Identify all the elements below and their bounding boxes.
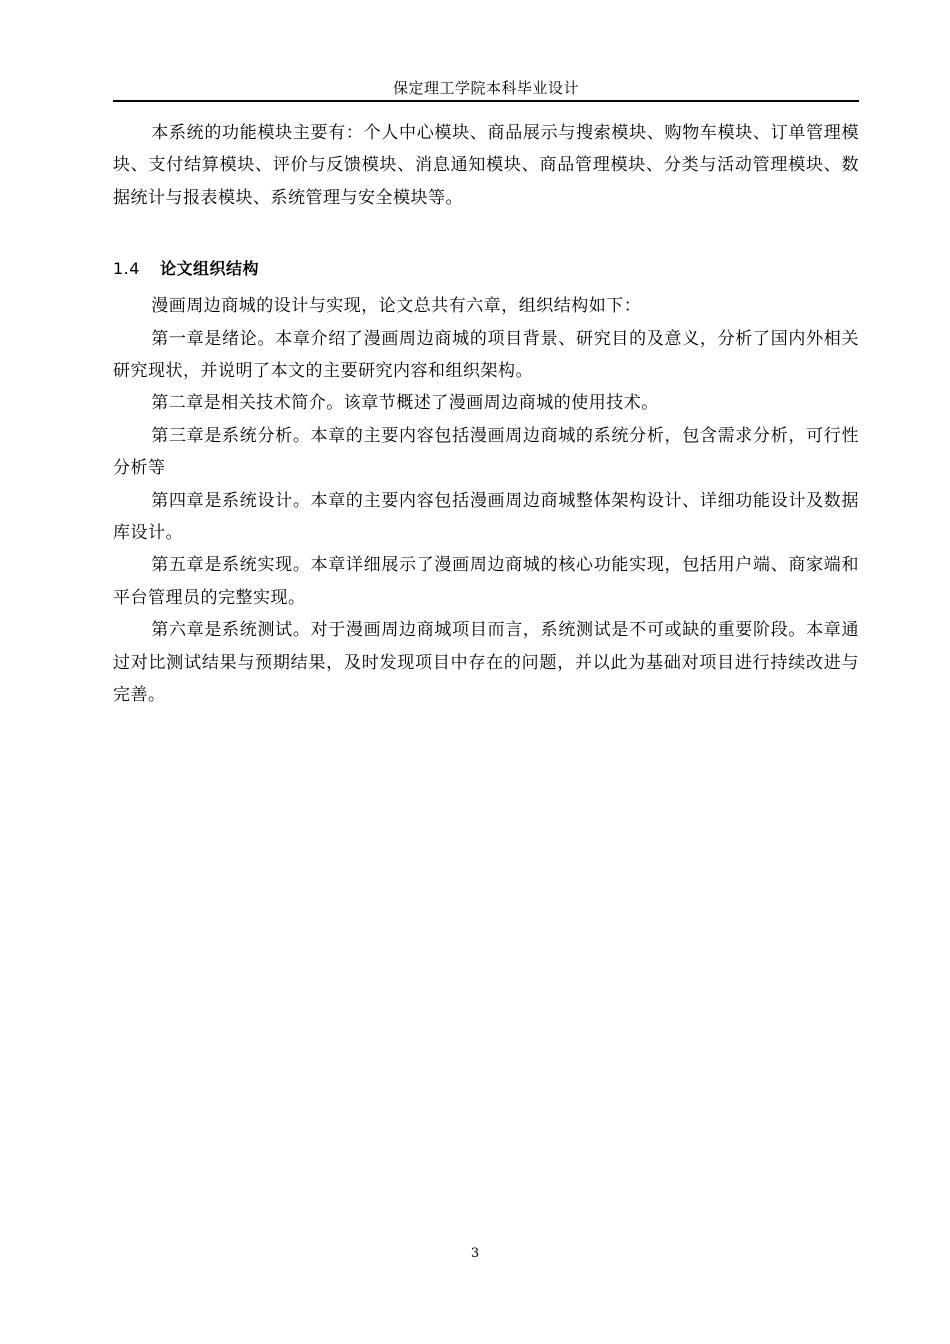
section-number: 1.4 [113, 259, 140, 279]
section-title: 论文组织结构 [159, 259, 259, 279]
section-paragraph-chapter-6: 第六章是系统测试。对于漫画周边商城项目而言，系统测试是不可或缺的重要阶段。本章通过对比测试结果与预期结果，及时发现项目中存在的问题，并以此为基础对项目进行持续改进与完善。 [113, 620, 859, 706]
section-paragraph-chapter-4: 第四章是系统设计。本章的主要内容包括漫画周边商城整体架构设计、详细功能设计及数据库设计。 [113, 490, 859, 544]
section-paragraph-chapter-3: 第三章是系统分析。本章的主要内容包括漫画周边商城的系统分析，包含需求分析，可行性分析等 [113, 425, 859, 479]
intro-paragraph: 本系统的功能模块主要有：个人中心模块、商品展示与搜索模块、购物车模块、订单管理模块、支付结算模块、评价与反馈模块、消息通知模块、商品管理模块、分类与活动管理模块、数据统计与报表模块、系统管理与安全模块等。 [113, 123, 859, 208]
header-divider [113, 100, 859, 102]
section-paragraph-chapter-2: 第二章是相关技术简介。该章节概述了漫画周边商城的使用技术。 [151, 393, 659, 414]
section-paragraph-chapter-5: 第五章是系统实现。本章详细展示了漫画周边商城的核心功能实现，包括用户端、商家端和平台管理员的完整实现。 [113, 555, 859, 608]
section-heading [113, 253, 859, 285]
document-body [113, 117, 859, 712]
page-number: 3 [470, 1246, 480, 1261]
section-paragraph-overview: 漫画周边商城的设计与实现，论文总共有六章，组织结构如下： [151, 296, 642, 317]
section-paragraph-chapter-1: 第一章是绪论。本章介绍了漫画周边商城的项目背景、研究目的及意义，分析了国内外相关研究现状，并说明了本文的主要研究内容和组织架构。 [113, 328, 859, 382]
page-header-title: 保定理工学院本科毕业设计 [392, 79, 579, 97]
